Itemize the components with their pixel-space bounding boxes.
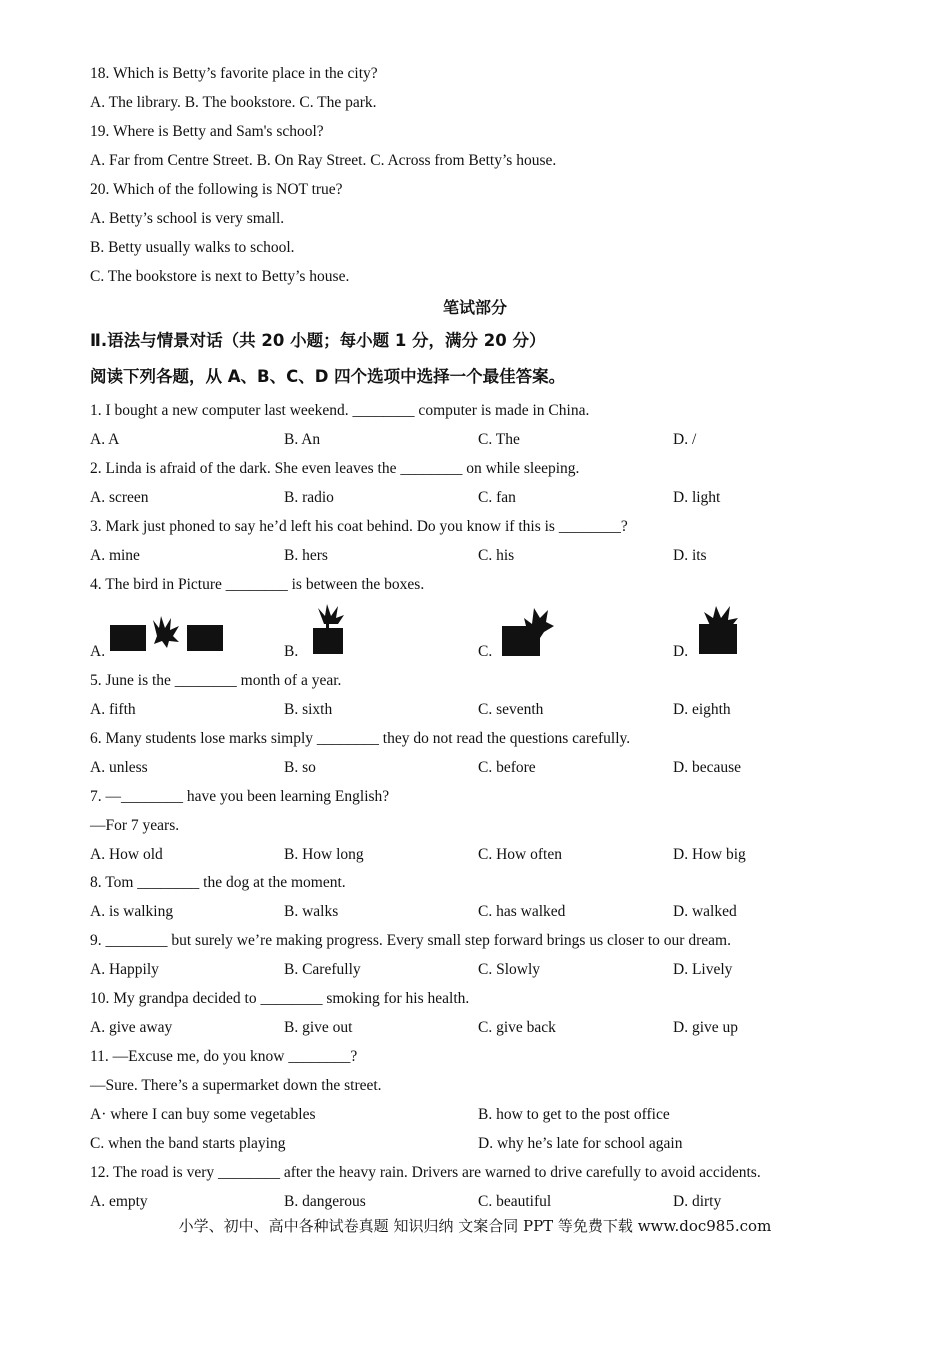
option-a: A. give away [90,1019,173,1036]
question-stem: 6. Many students lose marks simply ________ they do not read the questions carefully. [90,730,631,747]
option-c: C. seventh [478,701,544,718]
option-c: C. fan [478,489,516,506]
option-a: A. empty [90,1193,148,1210]
picture-d-bird-in-box [696,602,740,656]
option-d: D. give up [673,1019,739,1036]
part-heading: Ⅱ.语法与情景对话（共 20 小题；每小题 1 分，满分 20 分） [90,331,546,350]
dialogue-reply: —Sure. There’s a supermarket down the street. [90,1077,382,1094]
picture-a-bird-between-boxes [107,608,225,656]
option-d: D. Lively [673,961,733,978]
option-d: D. its [673,547,707,564]
option-b: B. radio [284,489,334,506]
picture-b-bird-on-box [308,602,348,656]
question-20: 20. Which of the following is NOT true? [90,181,343,198]
section-title: 笔试部分 [442,298,507,317]
question-stem: 10. My grandpa decided to ________ smoking for his health. [90,990,470,1007]
option-a: A. How old [90,846,163,863]
option-b: B. walks [284,903,339,920]
picture-c-bird-behind-box [500,604,558,658]
option-d: D. because [673,759,741,776]
option-a: A. mine [90,547,140,564]
question-18-options: A. The library. B. The bookstore. C. The park. [90,94,377,111]
question-stem: 11. —Excuse me, do you know ________? [90,1048,358,1065]
question-stem: 9. ________ but surely we’re making progress. Every small step forward brings us closer to our dream. [90,932,731,949]
option-b: B. An [284,431,321,448]
option-d: D. light [673,489,721,506]
option-a: A. screen [90,489,149,506]
option-a: A. is walking [90,903,174,920]
question-18: 18. Which is Betty’s favorite place in the city? [90,65,378,82]
question-stem: 7. —________ have you been learning English? [90,788,390,805]
dialogue-reply: —For 7 years. [90,817,180,834]
option-b: B. sixth [284,701,333,718]
option-a: A. A [90,431,120,448]
option-b: B. so [284,759,316,776]
question-stem: 8. Tom ________ the dog at the moment. [90,874,346,891]
option-c: C. when the band starts playing [90,1135,286,1152]
part-instruction: 阅读下列各题，从 A、B、C、D 四个选项中选择一个最佳答案。 [90,367,566,386]
option-a: A. Happily [90,961,159,978]
option-b: B. [284,643,299,660]
page-footer: 小学、初中、高中各种试卷真题 知识归纳 文案合同 PPT 等免费下载 www.doc985.com [178,1217,772,1235]
option-c: C. beautiful [478,1193,552,1210]
option-d: D. why he’s late for school again [478,1135,683,1152]
question-stem: 3. Mark just phoned to say he’d left his coat behind. Do you know if this is ________? [90,518,628,535]
option-c: C. his [478,547,515,564]
option-d: D. How big [673,846,746,863]
option-c: C. has walked [478,903,566,920]
option-d: D. / [673,431,697,448]
question-stem: 12. The road is very ________ after the heavy rain. Drivers are warned to drive carefully to avoid accidents. [90,1164,761,1181]
option-a: A. unless [90,759,148,776]
question-stem: 2. Linda is afraid of the dark. She even leaves the ________ on while sleeping. [90,460,580,477]
option-b: B. give out [284,1019,353,1036]
question-stem: 5. June is the ________ month of a year. [90,672,342,689]
option-a: A· where I can buy some vegetables [90,1106,316,1123]
option-b: B. dangerous [284,1193,366,1210]
question-stem: 4. The bird in Picture ________ is between the boxes. [90,576,425,593]
option-c: C. [478,643,493,660]
option-d: D. walked [673,903,737,920]
option-c: C. before [478,759,536,776]
option-a: A. fifth [90,701,136,718]
option-c: C. give back [478,1019,556,1036]
option-b: B. hers [284,547,328,564]
option-b: B. Carefully [284,961,361,978]
option-d: D. [673,643,689,660]
question-19-options: A. Far from Centre Street. B. On Ray Street. C. Across from Betty’s house. [90,152,557,169]
question-19: 19. Where is Betty and Sam's school? [90,123,324,140]
option-b: B. how to get to the post office [478,1106,670,1123]
option-a: A. [90,643,106,660]
option-b: B. How long [284,846,364,863]
option-c: C. Slowly [478,961,541,978]
option-d: D. dirty [673,1193,722,1210]
question-stem: 1. I bought a new computer last weekend. ________ computer is made in China. [90,402,590,419]
option-c: C. How often [478,846,562,863]
question-20-option-a: A. Betty’s school is very small. [90,210,285,227]
option-d: D. eighth [673,701,731,718]
question-20-option-b: B. Betty usually walks to school. [90,239,295,256]
option-c: C. The [478,431,520,448]
question-20-option-c: C. The bookstore is next to Betty’s house. [90,268,350,285]
